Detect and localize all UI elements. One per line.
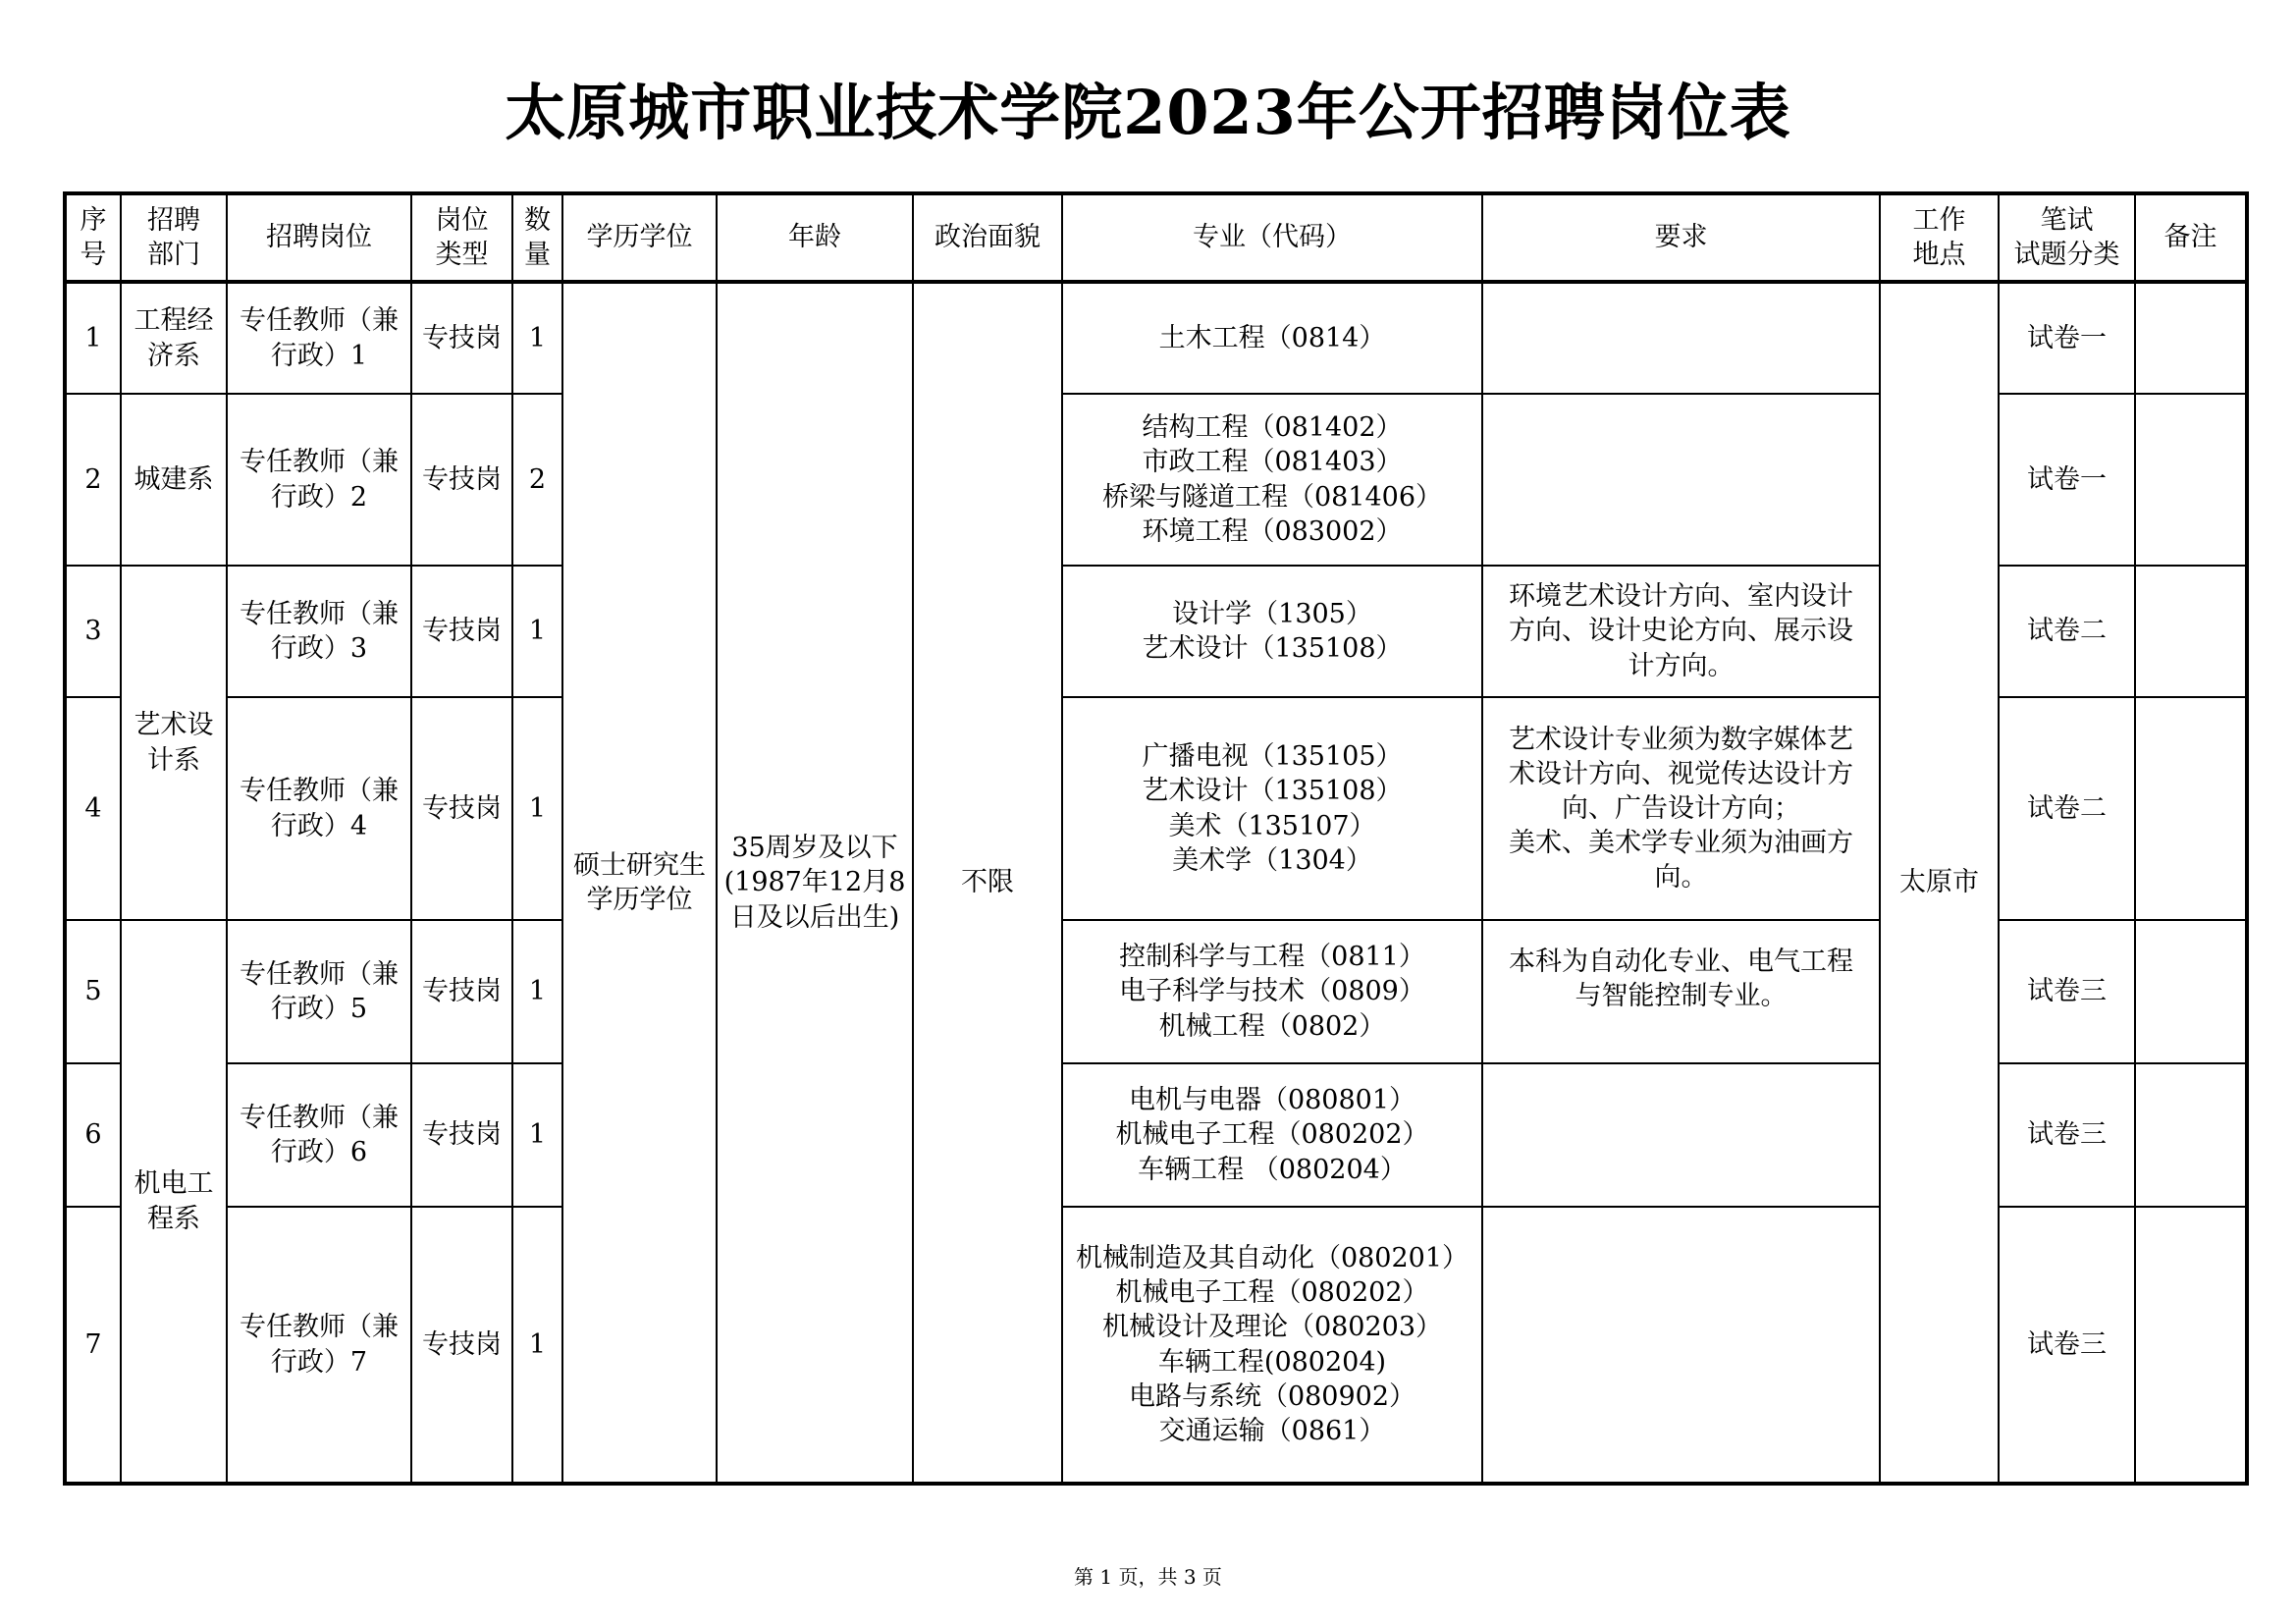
post-cell: 专任教师（兼 行政）6 [227, 1063, 411, 1207]
req-cell [1482, 1207, 1880, 1484]
post-cell: 专任教师（兼 行政）5 [227, 920, 411, 1063]
header-count: 数 量 [512, 193, 562, 282]
politics-cell: 不限 [913, 282, 1062, 1484]
req-cell: 艺术设计专业须为数字媒体艺 术设计方向、视觉传达设计方 向、广告设计方向； 美术、美术学专业须为油画方 向。 [1482, 697, 1880, 920]
edu-cell: 硕士研究生 学历学位 [562, 282, 717, 1484]
exam-cell: 试卷三 [1999, 1207, 2135, 1484]
post-cell: 专任教师（兼 行政）3 [227, 566, 411, 697]
dept-cell-art-design: 艺术设 计系 [121, 566, 227, 920]
header-post: 招聘岗位 [227, 193, 411, 282]
age-cell: 35周岁及以下 (1987年12月8 日及以后出生) [717, 282, 913, 1484]
exam-cell: 试卷三 [1999, 920, 2135, 1063]
header-dept: 招聘 部门 [121, 193, 227, 282]
header-politics: 政治面貌 [913, 193, 1062, 282]
dept-cell-mechatronics: 机电工 程系 [121, 920, 227, 1484]
type-cell: 专技岗 [411, 697, 512, 920]
exam-cell: 试卷二 [1999, 697, 2135, 920]
req-cell [1482, 1063, 1880, 1207]
type-cell: 专技岗 [411, 282, 512, 394]
post-cell: 专任教师（兼 行政）2 [227, 394, 411, 566]
page-footer: 第 1 页，共 3 页 [1074, 1565, 1222, 1589]
type-cell: 专技岗 [411, 566, 512, 697]
exam-cell: 试卷一 [1999, 282, 2135, 394]
seq-cell: 6 [65, 1063, 121, 1207]
page-title: 太原城市职业技术学院2023年公开招聘岗位表 [505, 77, 1791, 148]
place-cell: 太原市 [1880, 282, 1999, 1484]
note-cell [2135, 282, 2247, 394]
header-major: 专业（代码） [1062, 193, 1482, 282]
header-age: 年龄 [717, 193, 913, 282]
exam-cell: 试卷一 [1999, 394, 2135, 566]
seq-cell: 2 [65, 394, 121, 566]
table-row [65, 282, 2247, 394]
post-cell: 专任教师（兼 行政）4 [227, 697, 411, 920]
type-cell: 专技岗 [411, 1207, 512, 1484]
dept-cell-urban-construction: 城建系 [121, 394, 227, 566]
major-cell: 结构工程（081402） 市政工程（081403） 桥梁与隧道工程（081406） 环境工程（083002） [1062, 394, 1482, 566]
seq-cell: 1 [65, 282, 121, 394]
note-cell [2135, 1063, 2247, 1207]
count-cell: 1 [512, 282, 562, 394]
type-cell: 专技岗 [411, 920, 512, 1063]
major-cell: 控制科学与工程（0811） 电子科学与技术（0809） 机械工程（0802） [1062, 920, 1482, 1063]
type-cell: 专技岗 [411, 394, 512, 566]
major-cell: 设计学（1305） 艺术设计（135108） [1062, 566, 1482, 697]
seq-cell: 7 [65, 1207, 121, 1484]
table-header-row [65, 193, 2247, 282]
header-type: 岗位 类型 [411, 193, 512, 282]
count-cell: 1 [512, 1063, 562, 1207]
header-req: 要求 [1482, 193, 1880, 282]
note-cell [2135, 566, 2247, 697]
post-cell: 专任教师（兼 行政）7 [227, 1207, 411, 1484]
exam-cell: 试卷二 [1999, 566, 2135, 697]
req-cell [1482, 282, 1880, 394]
seq-cell: 3 [65, 566, 121, 697]
seq-cell: 4 [65, 697, 121, 920]
major-cell: 电机与电器（080801） 机械电子工程（080202） 车辆工程 （080204） [1062, 1063, 1482, 1207]
count-cell: 1 [512, 1207, 562, 1484]
header-place: 工作 地点 [1880, 193, 1999, 282]
dept-cell-engineering-economics: 工程经 济系 [121, 282, 227, 394]
major-cell: 广播电视（135105） 艺术设计（135108） 美术（135107） 美术学（1304） [1062, 697, 1482, 920]
seq-cell: 5 [65, 920, 121, 1063]
major-cell: 机械制造及其自动化（080201） 机械电子工程（080202） 机械设计及理论（080203） 车辆工程(080204) 电路与系统（080902） 交通运输（0861） [1062, 1207, 1482, 1484]
major-cell: 土木工程（0814） [1062, 282, 1482, 394]
note-cell [2135, 697, 2247, 920]
count-cell: 1 [512, 566, 562, 697]
count-cell: 2 [512, 394, 562, 566]
note-cell [2135, 920, 2247, 1063]
count-cell: 1 [512, 920, 562, 1063]
post-cell: 专任教师（兼 行政）1 [227, 282, 411, 394]
header-exam: 笔试 试题分类 [1999, 193, 2135, 282]
header-edu: 学历学位 [562, 193, 717, 282]
exam-cell: 试卷三 [1999, 1063, 2135, 1207]
req-cell [1482, 394, 1880, 566]
header-seq: 序 号 [65, 193, 121, 282]
note-cell [2135, 394, 2247, 566]
count-cell: 1 [512, 697, 562, 920]
req-cell: 本科为自动化专业、电气工程 与智能控制专业。 [1482, 920, 1880, 1063]
recruitment-table [63, 191, 2249, 1486]
note-cell [2135, 1207, 2247, 1484]
header-note: 备注 [2135, 193, 2247, 282]
type-cell: 专技岗 [411, 1063, 512, 1207]
req-cell: 环境艺术设计方向、室内设计 方向、设计史论方向、展示设 计方向。 [1482, 566, 1880, 697]
